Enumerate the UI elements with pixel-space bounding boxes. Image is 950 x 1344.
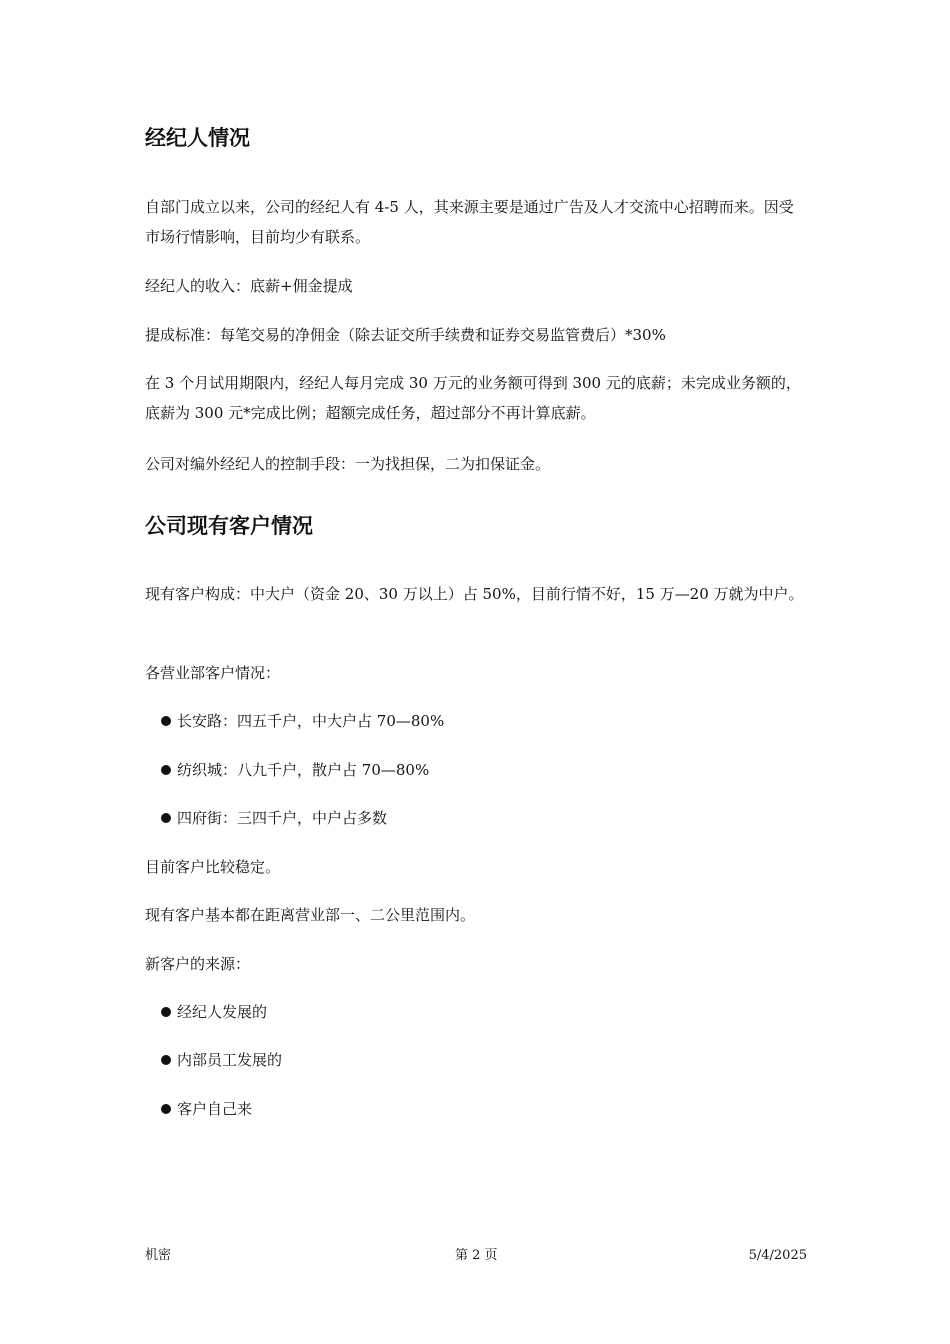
footer-page-number: 第 2 页	[455, 1248, 498, 1263]
list-item	[161, 706, 444, 736]
paragraph-broker-income: 经纪人的收入：底薪+佣金提成	[145, 277, 353, 295]
list-item-text: 经纪人发展的	[177, 1003, 268, 1021]
bullet-icon	[161, 716, 171, 726]
list-item-text: 内部员工发展的	[177, 1051, 283, 1069]
bullet-icon	[161, 765, 171, 775]
paragraph-commission-standard: 提成标准：每笔交易的净佣金（除去证交所手续费和证券交易监管费后）*30%	[145, 326, 666, 344]
paragraph-stable: 目前客户比较稳定。	[145, 858, 281, 876]
paragraph-distance: 现有客户基本都在距离营业部一、二公里范围内。	[145, 906, 476, 924]
paragraph-branches-label: 各营业部客户情况：	[145, 664, 281, 682]
bullet-icon	[161, 1007, 171, 1017]
paragraph-broker-origin: 自部门成立以来，公司的经纪人有 4-5 人，其来源主要是通过广告及人才交流中心招聘而来。因受市场行情影响，目前均少有联系。	[145, 198, 794, 246]
list-item	[161, 755, 429, 785]
paragraph-control-means: 公司对编外经纪人的控制手段：一为找担保，二为扣保证金。	[145, 455, 551, 473]
list-item	[161, 1045, 282, 1075]
paragraph-customer-composition: 现有客户构成：中大户（资金 20、30 万以上）占 50%，目前行情不好，15 万—20 万就为中户。	[145, 585, 804, 603]
paragraph-sources-label: 新客户的来源：	[145, 955, 251, 973]
footer-date: 5/4/2025	[748, 1248, 807, 1263]
list-item-text: 纺织城：八九千户，散户占 70—80%	[177, 761, 430, 779]
bullet-icon	[161, 1104, 171, 1114]
bullet-icon	[161, 1055, 171, 1065]
list-item-text: 客户自己来	[177, 1100, 253, 1118]
footer-confidential: 机密	[145, 1248, 172, 1263]
list-item	[161, 803, 387, 833]
list-item	[161, 997, 267, 1027]
paragraph-probation: 在 3 个月试用期限内，经纪人每月完成 30 万元的业务额可得到 300 元的底薪；未完成业务额的，底薪为 300 元*完成比例；超额完成任务，超过部分不再计算底薪。	[145, 374, 801, 422]
list-item-text: 长安路：四五千户，中大户占 70—80%	[177, 712, 445, 730]
list-item	[161, 1094, 252, 1124]
section-heading-customers: 公司现有客户情况	[145, 514, 313, 538]
section-heading-brokers: 经纪人情况	[145, 126, 250, 150]
list-item-text: 四府街：三四千户，中户占多数	[177, 809, 388, 827]
bullet-icon	[161, 813, 171, 823]
